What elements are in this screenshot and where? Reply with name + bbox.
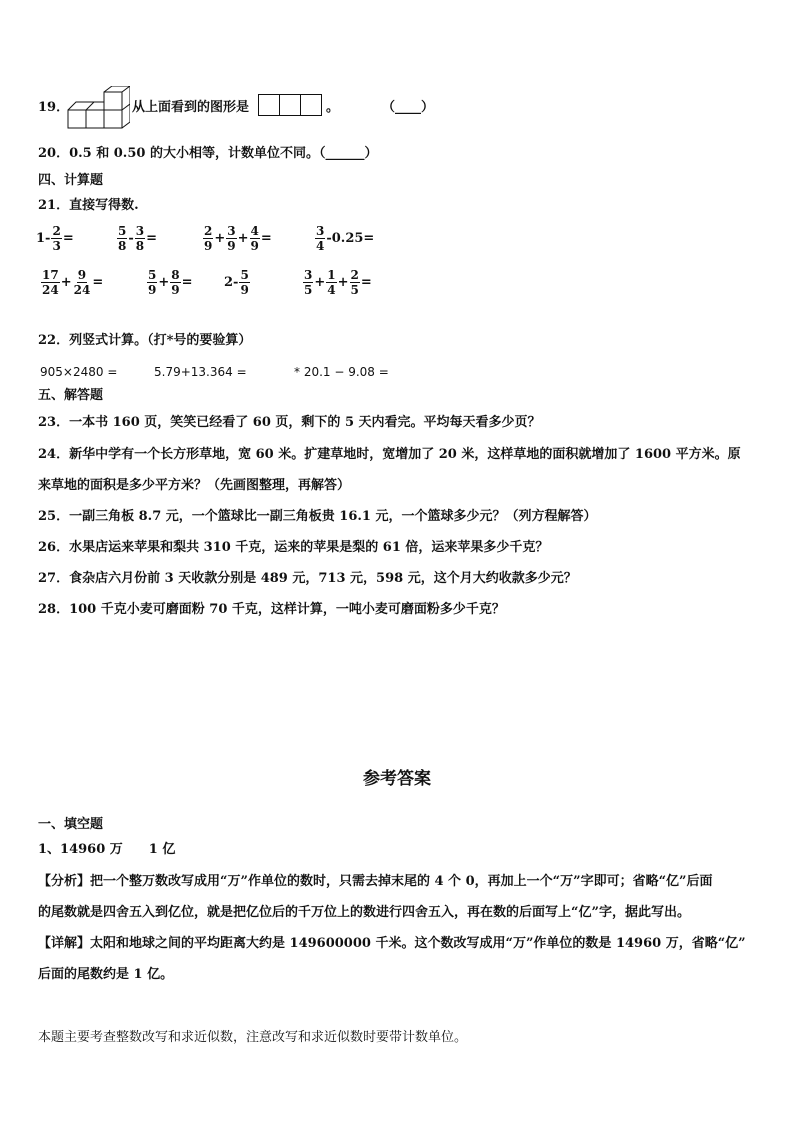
answers-title: 参考答案 [363,769,431,789]
q22-expr-2: 5.79+13.364 = [154,365,247,379]
summary: 本题主要考查整数改写和求近似数，注意改写和求近似数时要带计数单位。 [38,1030,468,1045]
q21-title: 21．直接写得数. [38,198,139,213]
cube-stack-figure [66,86,130,132]
q24-line-1: 24．新华中学有一个长方形草地，宽 60 米。扩建草地时，宽增加了 20 米，这样草地的面积就增加了 1600 平方米。原 [38,447,741,462]
q21-expr-5: $\frac{17}{24}$ + $\frac{9}{24}$ = [42,268,104,297]
q21-expr-8: $\frac{3}{5}$ + $\frac{1}{4}$ + $\frac{2}{5}$ = [304,268,372,297]
q26: 26．水果店运来苹果和梨共 310 千克，运来的苹果是梨的 61 倍，运来苹果多少千克？ [38,540,549,555]
answer-1: 1、14960 万 1 亿 [38,842,176,857]
q19-number: 19． [38,100,70,115]
q22-expr-1: 905×2480 = [40,365,118,379]
q19-answer-blank[interactable]: （____） [382,100,435,115]
q27: 27．食杂店六月份前 3 天收款分别是 489 元，713 元，598 元，这个月大约收款多少元？ [38,571,577,586]
q20: 20．0.5 和 0.50 的大小相等，计数单位不同。（______） [38,146,378,161]
answers-section-1: 一、填空题 [38,817,104,832]
analysis-line-2: 的尾数就是四舍五入到亿位，就是把亿位后的千万位上的数进行四舍五入，再在数的后面写上“亿”字，据此写出。 [38,905,690,920]
analysis-line-1: 【分析】把一个整万数改写成用“万”作单位的数时，只需去掉末尾的 4 个 0，再加上一个“万”字即可；省略“亿”后面 [38,874,713,889]
q19-text: 从上面看到的图形是 [132,100,250,115]
q22-title: 22．列竖式计算。（打*号的要验算） [38,333,252,348]
q28: 28．100 千克小麦可磨面粉 70 千克，这样计算，一吨小麦可磨面粉多少千克？ [38,602,505,617]
q25: 25．一副三角板 8.7 元，一个篮球比一副三角板贵 16.1 元，一个篮球多少元？（列方程解答） [38,509,597,524]
answer-grid [259,94,322,116]
q24-line-2: 来草地的面积是多少平方米？（先画图整理，再解答） [38,478,351,493]
q21-expr-4: $\frac{3}{4}$ -0.25= [316,224,375,253]
section-4-title: 四、计算题 [38,173,104,188]
detail-line-2: 后面的尾数约是 1 亿。 [38,967,174,982]
q21-expr-6: $\frac{5}{9}$ + $\frac{8}{9}$ = [148,268,193,297]
q21-expr-2: $\frac{5}{8}$ - $\frac{3}{8}$ = [118,224,158,253]
section-5-title: 五、解答题 [38,388,104,403]
q21-expr-3: $\frac{2}{9}$ + $\frac{3}{9}$ + $\frac{4}{9}$ = [204,224,272,253]
q21-expr-1: 1- $\frac{2}{3}$ = [36,224,74,253]
q19-period: 。 [326,100,340,115]
q23: 23．一本书 160 页，笑笑已经看了 60 页，剩下的 5 天内看完。平均每天看多少页？ [38,415,541,430]
q21-expr-7: 2- $\frac{5}{9}$ [224,268,249,297]
q22-expr-3: * 20.1 − 9.08 = [294,365,389,379]
detail-line-1: 【详解】太阳和地球之间的平均距离大约是 149600000 千米。这个数改写成用“万”作单位的数是 14960 万，省略“亿” [38,936,746,951]
